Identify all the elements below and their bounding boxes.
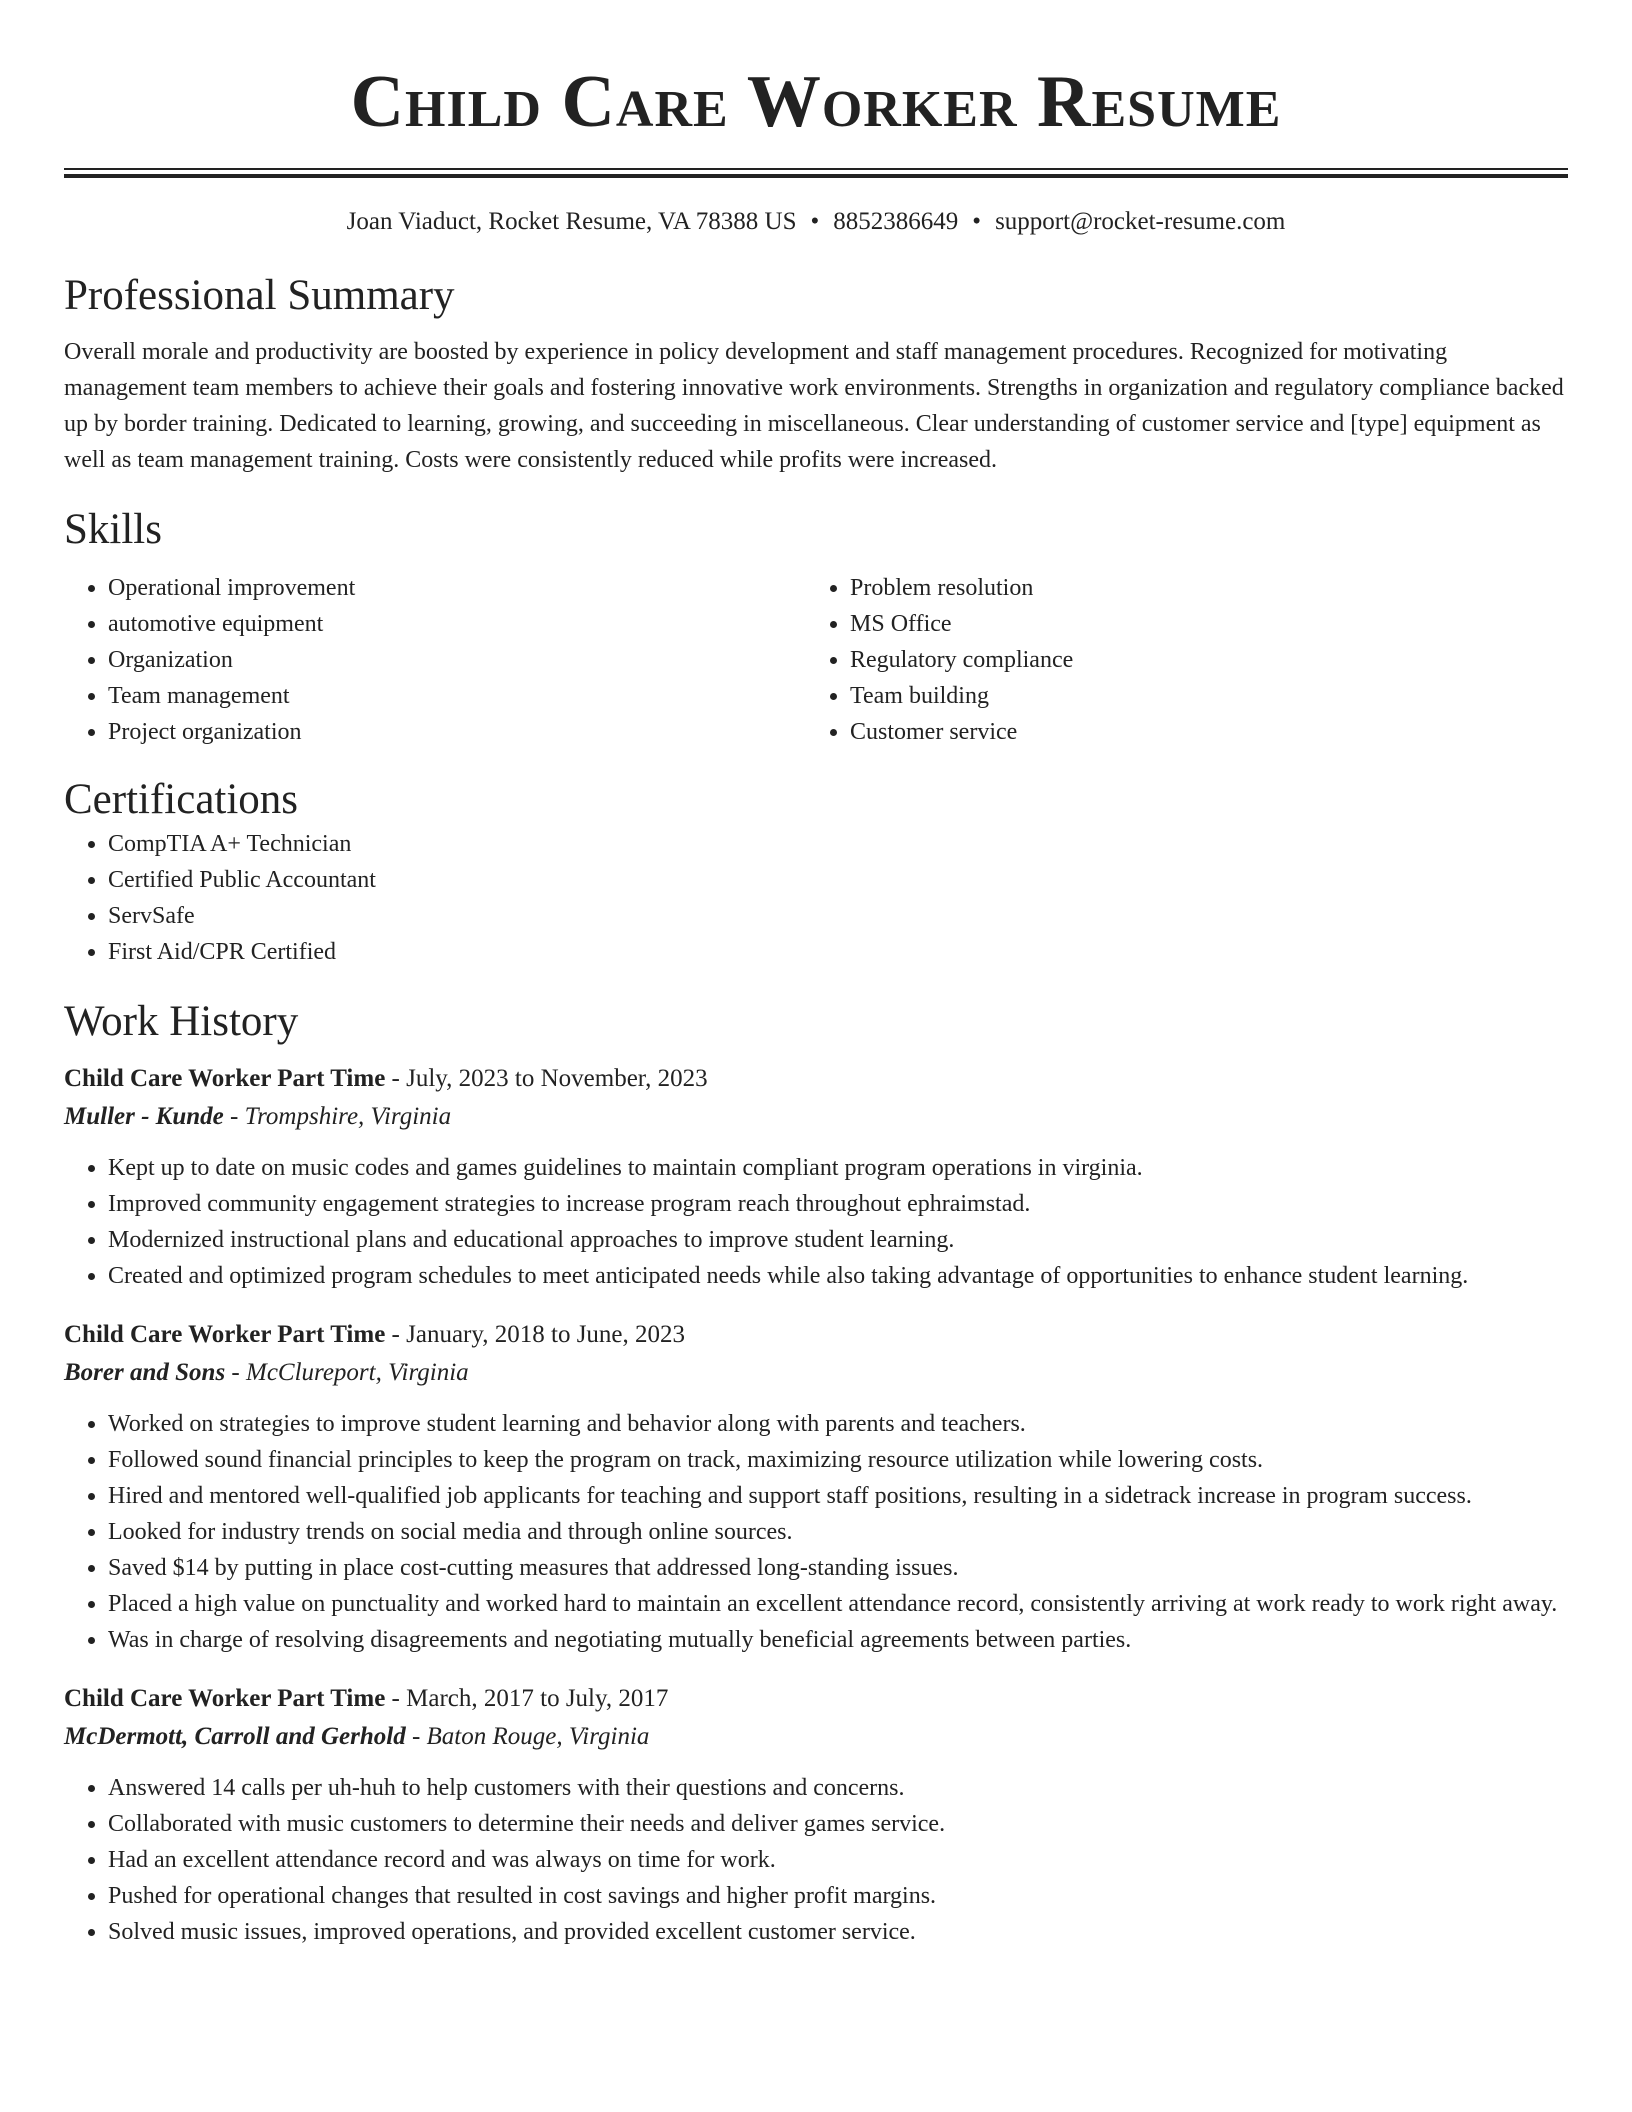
job-duty-item: • Saved $14 by putting in place cost-cutting measures that addressed long-standing issues. [108, 1550, 1568, 1586]
certification-item: • Certified Public Accountant [108, 862, 1568, 898]
job-company-line [64, 1354, 1568, 1392]
title-double-rule [64, 168, 1568, 178]
job-duties-list [64, 1770, 1568, 1950]
job-duty-item: • Had an excellent attendance record and was always on time for work. [108, 1842, 1568, 1878]
job-duty-item: • Hired and mentored well-qualified job applicants for teaching and support staff positions, resulting in a sidetrack increase in program success. [108, 1478, 1568, 1514]
job-location: - Baton Rouge, Virginia [405, 1723, 650, 1750]
job-duty-item: • Placed a high value on punctuality and worked hard to maintain an excellent attendance record, consistently arriving at work ready to work right away. [108, 1586, 1568, 1622]
job-entry [64, 1060, 1568, 1294]
skill-item: • automotive equipment [108, 606, 806, 642]
contact-line [64, 204, 1568, 240]
job-dates: - March, 2017 to July, 2017 [385, 1685, 669, 1712]
job-title-line [64, 1060, 1568, 1098]
job-duty-item: • Improved community engagement strategies to increase program reach throughout ephraimstad. [108, 1186, 1568, 1222]
skill-item: • Regulatory compliance [850, 642, 1548, 678]
job-duty-item: • Looked for industry trends on social media and through online sources. [108, 1514, 1568, 1550]
job-entry [64, 1680, 1568, 1950]
skills-grid [64, 570, 1568, 750]
skill-item: • Operational improvement [108, 570, 806, 606]
job-duty-item: • Solved music issues, improved operations, and provided excellent customer service. [108, 1914, 1568, 1950]
resume-title: Child Care Worker Resume [350, 61, 1282, 143]
work-history-heading: Work History [64, 998, 299, 1045]
job-role: Child Care Worker Part Time [64, 1065, 386, 1092]
skill-item: • Problem resolution [850, 570, 1548, 606]
bullet-separator: • [810, 208, 820, 235]
job-duty-item: • Modernized instructional plans and educational approaches to improve student learning. [108, 1222, 1568, 1258]
summary-text: Overall morale and productivity are boosted by experience in policy development and staff management procedures. Recognized for motivating management team members to achieve their goals and fostering innovative work environments. Strengths in organization and regulatory compliance backed up by border training. Dedicated to learning, growing, and succeeding in miscellaneous. Clear understanding of customer service and [type] equipment as well as team management training. Costs were consistently reduced while profits were increased. [64, 339, 1564, 473]
bullet-separator: • [972, 208, 982, 235]
contact-email: support@rocket-resume.com [995, 208, 1286, 235]
certifications-heading: Certifications [64, 776, 299, 823]
summary-heading: Professional Summary [64, 272, 455, 319]
job-location: - Trompshire, Virginia [223, 1103, 452, 1130]
job-role: Child Care Worker Part Time [64, 1321, 386, 1348]
job-location: - McClureport, Virginia [225, 1359, 469, 1386]
certification-item: • CompTIA A+ Technician [108, 826, 1568, 862]
job-duty-item: • Was in charge of resolving disagreements and negotiating mutually beneficial agreements between parties. [108, 1622, 1568, 1658]
job-duty-item: • Answered 14 calls per uh-huh to help customers with their questions and concerns. [108, 1770, 1568, 1806]
job-dates: - July, 2023 to November, 2023 [385, 1065, 708, 1092]
skill-item: • Organization [108, 642, 806, 678]
job-title-line [64, 1680, 1568, 1718]
skills-list-left [64, 570, 806, 750]
certifications-list [64, 826, 1568, 970]
job-entry [64, 1316, 1568, 1658]
job-duty-item: • Pushed for operational changes that resulted in cost savings and higher profit margins. [108, 1878, 1568, 1914]
job-dates: - January, 2018 to June, 2023 [385, 1321, 686, 1348]
skills-heading: Skills [64, 506, 162, 553]
skills-list-right [806, 570, 1548, 750]
contact-phone: 8852386649 [833, 208, 959, 235]
job-role: Child Care Worker Part Time [64, 1685, 386, 1712]
skill-item: • Team management [108, 678, 806, 714]
job-company-line [64, 1098, 1568, 1136]
skill-item: • Team building [850, 678, 1548, 714]
job-duty-item: • Created and optimized program schedules to meet anticipated needs while also taking advantage of opportunities to enhance student learning. [108, 1258, 1568, 1294]
job-company: Muller - Kunde [64, 1103, 224, 1130]
job-duty-item: • Kept up to date on music codes and games guidelines to maintain compliant program operations in virginia. [108, 1150, 1568, 1186]
job-company: McDermott, Carroll and Gerhold [64, 1723, 406, 1750]
skill-item: • Customer service [850, 714, 1548, 750]
job-duties-list [64, 1406, 1568, 1658]
certification-item: • First Aid/CPR Certified [108, 934, 1568, 970]
contact-address: Joan Viaduct, Rocket Resume, VA 78388 US [346, 208, 797, 235]
skill-item: • Project organization [108, 714, 806, 750]
job-duty-item: • Worked on strategies to improve student learning and behavior along with parents and teachers. [108, 1406, 1568, 1442]
job-company-line [64, 1718, 1568, 1756]
certification-item: • ServSafe [108, 898, 1568, 934]
job-duties-list [64, 1150, 1568, 1294]
job-duty-item: • Followed sound financial principles to keep the program on track, maximizing resource utilization while lowering costs. [108, 1442, 1568, 1478]
job-company: Borer and Sons [64, 1359, 226, 1386]
skill-item: • MS Office [850, 606, 1548, 642]
job-title-line [64, 1316, 1568, 1354]
job-duty-item: • Collaborated with music customers to determine their needs and deliver games service. [108, 1806, 1568, 1842]
